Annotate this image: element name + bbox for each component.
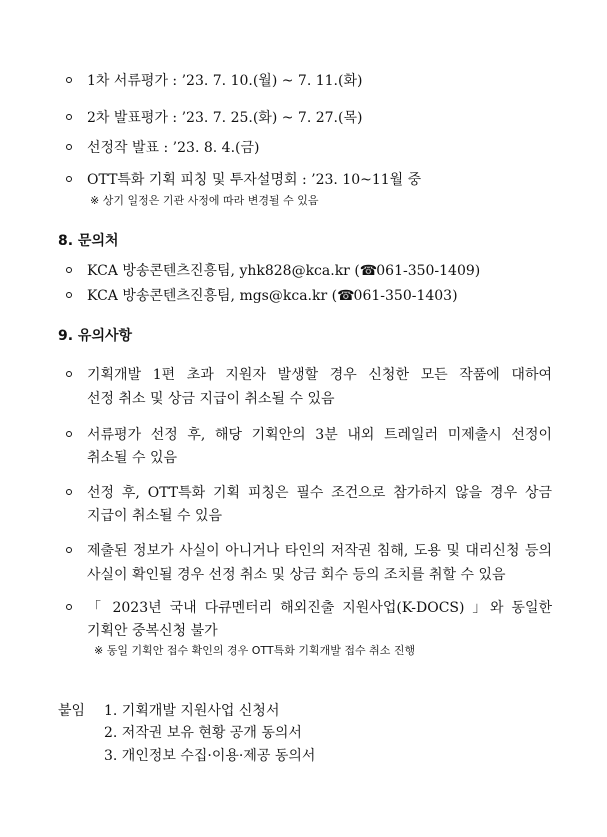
contact-item (87, 285, 458, 305)
attachment-item: 1. 기획개발 지원사업 신청서 (104, 703, 280, 719)
notice-item-line: 기획개발 1편 초과 지원자 발생할 경우 신청한 모든 작품에 대하여 (87, 367, 552, 383)
phone-icon: ☎ (359, 263, 378, 279)
bullet-circle (66, 604, 72, 610)
bullet-circle (66, 371, 72, 377)
notice-item-line: 선정 취소 및 상금 지급이 취소될 수 있음 (87, 391, 335, 407)
attachment-item: 2. 저작권 보유 현황 공개 동의서 (104, 725, 302, 741)
contact-text: KCA 방송콘텐츠진흥팀, yhk828@kca.kr ( (87, 263, 360, 279)
bullet-circle (66, 267, 72, 273)
section-heading: 9. 유의사항 (58, 328, 133, 344)
bullet-circle (66, 489, 72, 495)
bullet-circle (66, 292, 72, 298)
section-heading: 8. 문의처 (58, 233, 119, 249)
bullet-circle (66, 547, 72, 553)
notice-item-line: 선정 후, OTT특화 기획 피칭은 필수 조건으로 참가하지 않을 경우 상금 (87, 485, 552, 501)
contact-item (87, 260, 480, 280)
attachment-item: 3. 개인정보 수집·이용·제공 동의서 (104, 748, 316, 764)
notice-item-line: 기획안 중복신청 불가 (87, 623, 218, 639)
notice-item-line: 지급이 취소될 수 있음 (87, 508, 223, 524)
notice-item-line: 「 2023년 국내 다큐멘터리 해외진출 지원사업(K-DOCS) 」와 동일한 (87, 600, 552, 616)
notice-item-line: 제출된 정보가 사실이 아니거나 타인의 저작권 침해, 도용 및 대리신청 등의 (87, 543, 552, 559)
schedule-item: 선정작 발표 : ’23. 8. 4.(금) (87, 140, 260, 156)
notice-note: ※ 동일 기획안 접수 확인의 경우 OTT특화 기획개발 접수 취소 진행 (94, 644, 416, 657)
notice-item-line: 취소될 수 있음 (87, 450, 178, 466)
bullet-circle (66, 144, 72, 150)
schedule-item: 2차 발표평가 : ’23. 7. 25.(화) ~ 7. 27.(목) (87, 110, 363, 126)
contact-text: KCA 방송콘텐츠진흥팀, mgs@kca.kr ( (87, 288, 338, 304)
schedule-item: OTT특화 기획 피칭 및 투자설명회 : ’23. 10~11월 중 (87, 172, 422, 188)
bullet-circle (66, 431, 72, 437)
schedule-item: 1차 서류평가 : ’23. 7. 10.(월) ~ 7. 11.(화) (87, 73, 363, 89)
phone-icon: ☎ (337, 288, 355, 304)
attachments-label: 붙임 (58, 703, 86, 719)
notice-item-line: 서류평가 선정 후, 해당 기획안의 3분 내외 트레일러 미제출시 선정이 (87, 427, 552, 443)
contact-phone: 061-350-1409) (376, 263, 481, 279)
schedule-note: ※ 상기 일정은 기관 사정에 따라 변경될 수 있음 (90, 194, 319, 207)
bullet-circle (66, 176, 72, 182)
bullet-circle (66, 114, 72, 120)
contact-phone: 061-350-1403) (353, 288, 458, 304)
bullet-circle (66, 77, 72, 83)
notice-item-line: 사실이 확인될 경우 선정 취소 및 상금 회수 등의 조치를 취할 수 있음 (87, 567, 506, 583)
